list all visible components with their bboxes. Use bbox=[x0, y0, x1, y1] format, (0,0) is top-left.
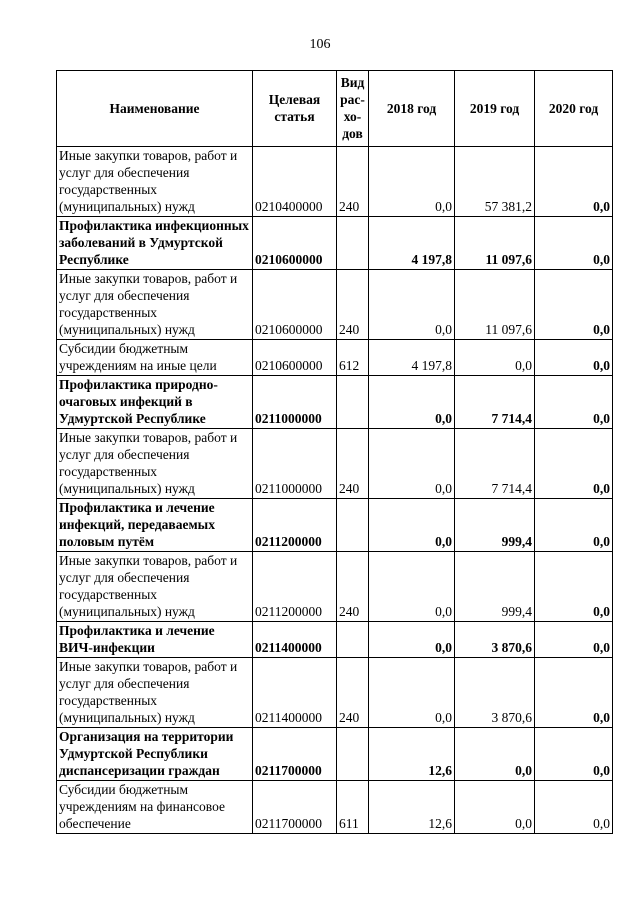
row-2020: 0,0 bbox=[535, 429, 613, 499]
row-2020: 0,0 bbox=[535, 340, 613, 376]
row-2019: 11 097,6 bbox=[455, 270, 535, 340]
row-2018: 0,0 bbox=[369, 552, 455, 622]
row-type bbox=[337, 622, 369, 658]
table-row bbox=[57, 147, 613, 217]
table-row bbox=[57, 728, 613, 781]
row-code: 0210600000 bbox=[253, 270, 337, 340]
row-code: 0210600000 bbox=[253, 217, 337, 270]
row-type: 240 bbox=[337, 270, 369, 340]
row-name: Профилактика и лечение ВИЧ-инфекции bbox=[57, 622, 253, 658]
table-row bbox=[57, 552, 613, 622]
row-2019: 999,4 bbox=[455, 499, 535, 552]
row-2018: 0,0 bbox=[369, 429, 455, 499]
row-2019: 11 097,6 bbox=[455, 217, 535, 270]
row-2020: 0,0 bbox=[535, 622, 613, 658]
table-row bbox=[57, 217, 613, 270]
row-2020: 0,0 bbox=[535, 217, 613, 270]
budget-table bbox=[56, 70, 613, 834]
row-type: 611 bbox=[337, 781, 369, 834]
row-2019: 3 870,6 bbox=[455, 622, 535, 658]
row-2018: 0,0 bbox=[369, 270, 455, 340]
row-code: 0211700000 bbox=[253, 781, 337, 834]
row-2018: 0,0 bbox=[369, 499, 455, 552]
header-name: Наименование bbox=[57, 71, 253, 147]
row-2020: 0,0 bbox=[535, 781, 613, 834]
page-number: 106 bbox=[309, 37, 331, 52]
row-name: Субсидии бюджетным учреждениям на финансовое обеспечение bbox=[57, 781, 253, 834]
row-type bbox=[337, 376, 369, 429]
row-code: 0211000000 bbox=[253, 429, 337, 499]
table-row bbox=[57, 340, 613, 376]
row-type: 612 bbox=[337, 340, 369, 376]
row-2020: 0,0 bbox=[535, 147, 613, 217]
row-code: 0210400000 bbox=[253, 147, 337, 217]
row-name: Профилактика природно-очаговых инфекций в Удмуртской Республике bbox=[57, 376, 253, 429]
row-2019: 3 870,6 bbox=[455, 658, 535, 728]
row-code: 0211200000 bbox=[253, 499, 337, 552]
row-2019: 7 714,4 bbox=[455, 429, 535, 499]
row-code: 0211000000 bbox=[253, 376, 337, 429]
row-name: Иные закупки товаров, работ и услуг для обеспечения государственных (муниципальных) нужд bbox=[57, 552, 253, 622]
row-2018: 0,0 bbox=[369, 622, 455, 658]
table-header-row bbox=[57, 71, 613, 147]
row-code: 0210600000 bbox=[253, 340, 337, 376]
table-row bbox=[57, 622, 613, 658]
row-2020: 0,0 bbox=[535, 270, 613, 340]
row-type bbox=[337, 217, 369, 270]
row-type bbox=[337, 728, 369, 781]
row-name: Профилактика инфекционных заболеваний в Удмуртской Республике bbox=[57, 217, 253, 270]
row-2020: 0,0 bbox=[535, 728, 613, 781]
row-2018: 12,6 bbox=[369, 781, 455, 834]
header-type: Вид рас- хо- дов bbox=[337, 71, 369, 147]
row-2020: 0,0 bbox=[535, 658, 613, 728]
row-2019: 0,0 bbox=[455, 728, 535, 781]
row-code: 0211400000 bbox=[253, 622, 337, 658]
row-type: 240 bbox=[337, 658, 369, 728]
header-2019: 2019 год bbox=[455, 71, 535, 147]
row-2020: 0,0 bbox=[535, 499, 613, 552]
table-row bbox=[57, 499, 613, 552]
row-type: 240 bbox=[337, 429, 369, 499]
row-code: 0211400000 bbox=[253, 658, 337, 728]
row-2018: 0,0 bbox=[369, 658, 455, 728]
header-2018: 2018 год bbox=[369, 71, 455, 147]
row-name: Иные закупки товаров, работ и услуг для обеспечения государственных (муниципальных) нужд bbox=[57, 658, 253, 728]
row-type: 240 bbox=[337, 147, 369, 217]
row-code: 0211200000 bbox=[253, 552, 337, 622]
row-2018: 4 197,8 bbox=[369, 340, 455, 376]
row-name: Субсидии бюджетным учреждениям на иные цели bbox=[57, 340, 253, 376]
table-row bbox=[57, 429, 613, 499]
table-row bbox=[57, 781, 613, 834]
row-name: Иные закупки товаров, работ и услуг для обеспечения государственных (муниципальных) нужд bbox=[57, 429, 253, 499]
row-2020: 0,0 bbox=[535, 552, 613, 622]
table-row bbox=[57, 270, 613, 340]
row-2018: 0,0 bbox=[369, 376, 455, 429]
table-row bbox=[57, 658, 613, 728]
row-name: Организация на территории Удмуртской Республики диспансеризации граждан bbox=[57, 728, 253, 781]
row-2018: 12,6 bbox=[369, 728, 455, 781]
row-name: Иные закупки товаров, работ и услуг для обеспечения государственных (муниципальных) нужд bbox=[57, 147, 253, 217]
row-type bbox=[337, 499, 369, 552]
header-code: Целевая статья bbox=[253, 71, 337, 147]
header-2020: 2020 год bbox=[535, 71, 613, 147]
row-name: Профилактика и лечение инфекций, передаваемых половым путём bbox=[57, 499, 253, 552]
row-name: Иные закупки товаров, работ и услуг для обеспечения государственных (муниципальных) нужд bbox=[57, 270, 253, 340]
row-2019: 999,4 bbox=[455, 552, 535, 622]
table-row bbox=[57, 376, 613, 429]
row-2019: 0,0 bbox=[455, 340, 535, 376]
row-2019: 57 381,2 bbox=[455, 147, 535, 217]
row-code: 0211700000 bbox=[253, 728, 337, 781]
row-2020: 0,0 bbox=[535, 376, 613, 429]
row-2019: 0,0 bbox=[455, 781, 535, 834]
row-2018: 4 197,8 bbox=[369, 217, 455, 270]
row-type: 240 bbox=[337, 552, 369, 622]
row-2018: 0,0 bbox=[369, 147, 455, 217]
row-2019: 7 714,4 bbox=[455, 376, 535, 429]
